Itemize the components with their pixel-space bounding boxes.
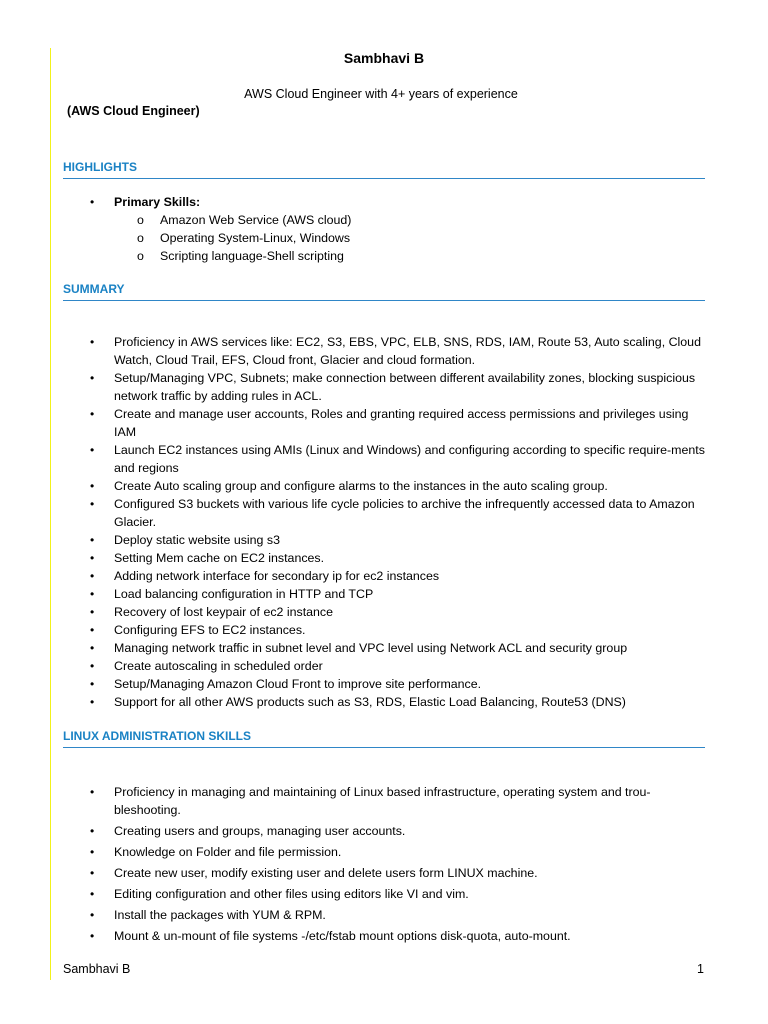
bullet-icon: • xyxy=(90,623,95,637)
list-item: • Proficiency in AWS services like: EC2, S3, EBS, VPC, ELB, SNS, RDS, IAM, Route 53, Auto scaling, Cloud Watch, Cloud Trail, EFS, Cloud front, Glacier and cloud formation. xyxy=(90,335,701,367)
list-item: • Configuring EFS to EC2 instances. xyxy=(90,623,306,637)
list-item: • Adding network interface for secondary ip for ec2 instances xyxy=(90,569,440,583)
bullet-icon: • xyxy=(90,407,95,421)
list-item: • Load balancing configuration in HTTP and TCP xyxy=(90,587,374,601)
primary-skills-label: Primary Skills: xyxy=(114,195,201,209)
bullet-icon: • xyxy=(90,533,95,547)
skills-sublist xyxy=(114,211,713,265)
bullet-icon: • xyxy=(90,824,95,838)
margin-line xyxy=(50,48,51,980)
list-item: • Creating users and groups, managing user accounts. xyxy=(90,824,406,838)
list-item: • Setting Mem cache on EC2 instances. xyxy=(90,551,325,565)
list-item xyxy=(63,193,713,265)
list-item: • Managing network traffic in subnet level and VPC level using Network ACL and security group xyxy=(90,641,628,655)
circle-bullet-icon: o xyxy=(137,231,144,245)
highlights-list xyxy=(63,193,713,265)
list-item: • Launch EC2 instances using AMIs (Linux and Windows) and configuring according to specific require-ments and regions xyxy=(90,443,705,475)
candidate-name: Sambhavi B xyxy=(343,50,425,66)
bullet-icon: • xyxy=(90,908,95,922)
list-item: • Mount & un-mount of file systems -/etc/fstab mount options disk-quota, auto-mount. xyxy=(90,929,571,943)
bullet-icon: • xyxy=(90,659,95,673)
list-item: o Scripting language-Shell scripting xyxy=(137,249,344,263)
bullet-icon: • xyxy=(90,443,95,457)
bullet-icon: • xyxy=(90,497,95,511)
tagline: AWS Cloud Engineer with 4+ years of experience xyxy=(244,87,518,101)
linux-list xyxy=(63,783,713,948)
role-title: (AWS Cloud Engineer) xyxy=(67,104,200,118)
footer-name: Sambhavi B xyxy=(63,962,131,976)
bullet-icon: • xyxy=(90,569,95,583)
list-item: • Editing configuration and other files using editors like VI and vim. xyxy=(90,887,469,901)
list-item: • Recovery of lost keypair of ec2 instance xyxy=(90,605,334,619)
bullet-icon: • xyxy=(90,551,95,565)
summary-list xyxy=(63,333,713,711)
bullet-icon: • xyxy=(90,641,95,655)
list-item: o Amazon Web Service (AWS cloud) xyxy=(137,213,352,227)
circle-bullet-icon: o xyxy=(137,213,144,227)
bullet-icon: • xyxy=(90,845,95,859)
bullet-icon: • xyxy=(90,479,95,493)
bullet-icon: • xyxy=(90,677,95,691)
list-item: • Create Auto scaling group and configure alarms to the instances in the auto scaling group. xyxy=(90,479,608,493)
linux-heading: LINUX ADMINISTRATION SKILLS xyxy=(63,729,705,748)
bullet-icon: • xyxy=(90,371,95,385)
bullet-icon: • xyxy=(90,929,95,943)
list-item: • Create new user, modify existing user and delete users form LINUX machine. xyxy=(90,866,538,880)
bullet-icon: • xyxy=(90,335,95,349)
list-item: • Knowledge on Folder and file permission. xyxy=(90,845,342,859)
list-item: • Support for all other AWS products such as S3, RDS, Elastic Load Balancing, Route53 (DNS) xyxy=(90,695,626,709)
list-item: • Setup/Managing VPC, Subnets; make connection between different availability zones, blocking suspicious network traffic by adding rules in ACL. xyxy=(90,371,696,403)
list-item: • Create autoscaling in scheduled order xyxy=(90,659,323,673)
list-item: • Create and manage user accounts, Roles and granting required access permissions and privileges using IAM xyxy=(90,407,689,439)
list-item: • Install the packages with YUM & RPM. xyxy=(90,908,326,922)
circle-bullet-icon: o xyxy=(137,249,144,263)
bullet-icon: • xyxy=(90,605,95,619)
page-number: 1 xyxy=(697,962,704,976)
highlights-heading: HIGHLIGHTS xyxy=(63,160,705,179)
bullet-icon: • xyxy=(90,887,95,901)
summary-heading: SUMMARY xyxy=(63,282,705,301)
list-item: • Proficiency in managing and maintaining of Linux based infrastructure, operating system and trou-bleshooting. xyxy=(90,785,651,817)
bullet-icon: • xyxy=(90,785,95,799)
bullet-icon: • xyxy=(90,866,95,880)
list-item: • Setup/Managing Amazon Cloud Front to improve site performance. xyxy=(90,677,482,691)
bullet-icon: • xyxy=(90,695,95,709)
list-item: • Configured S3 buckets with various life cycle policies to archive the infrequently accessed data to Amazon Glacier. xyxy=(90,497,695,529)
list-item: o Operating System-Linux, Windows xyxy=(137,231,351,245)
list-item: • Deploy static website using s3 xyxy=(90,533,280,547)
bullet-icon: • xyxy=(90,587,95,601)
bullet-icon: • xyxy=(90,195,95,209)
